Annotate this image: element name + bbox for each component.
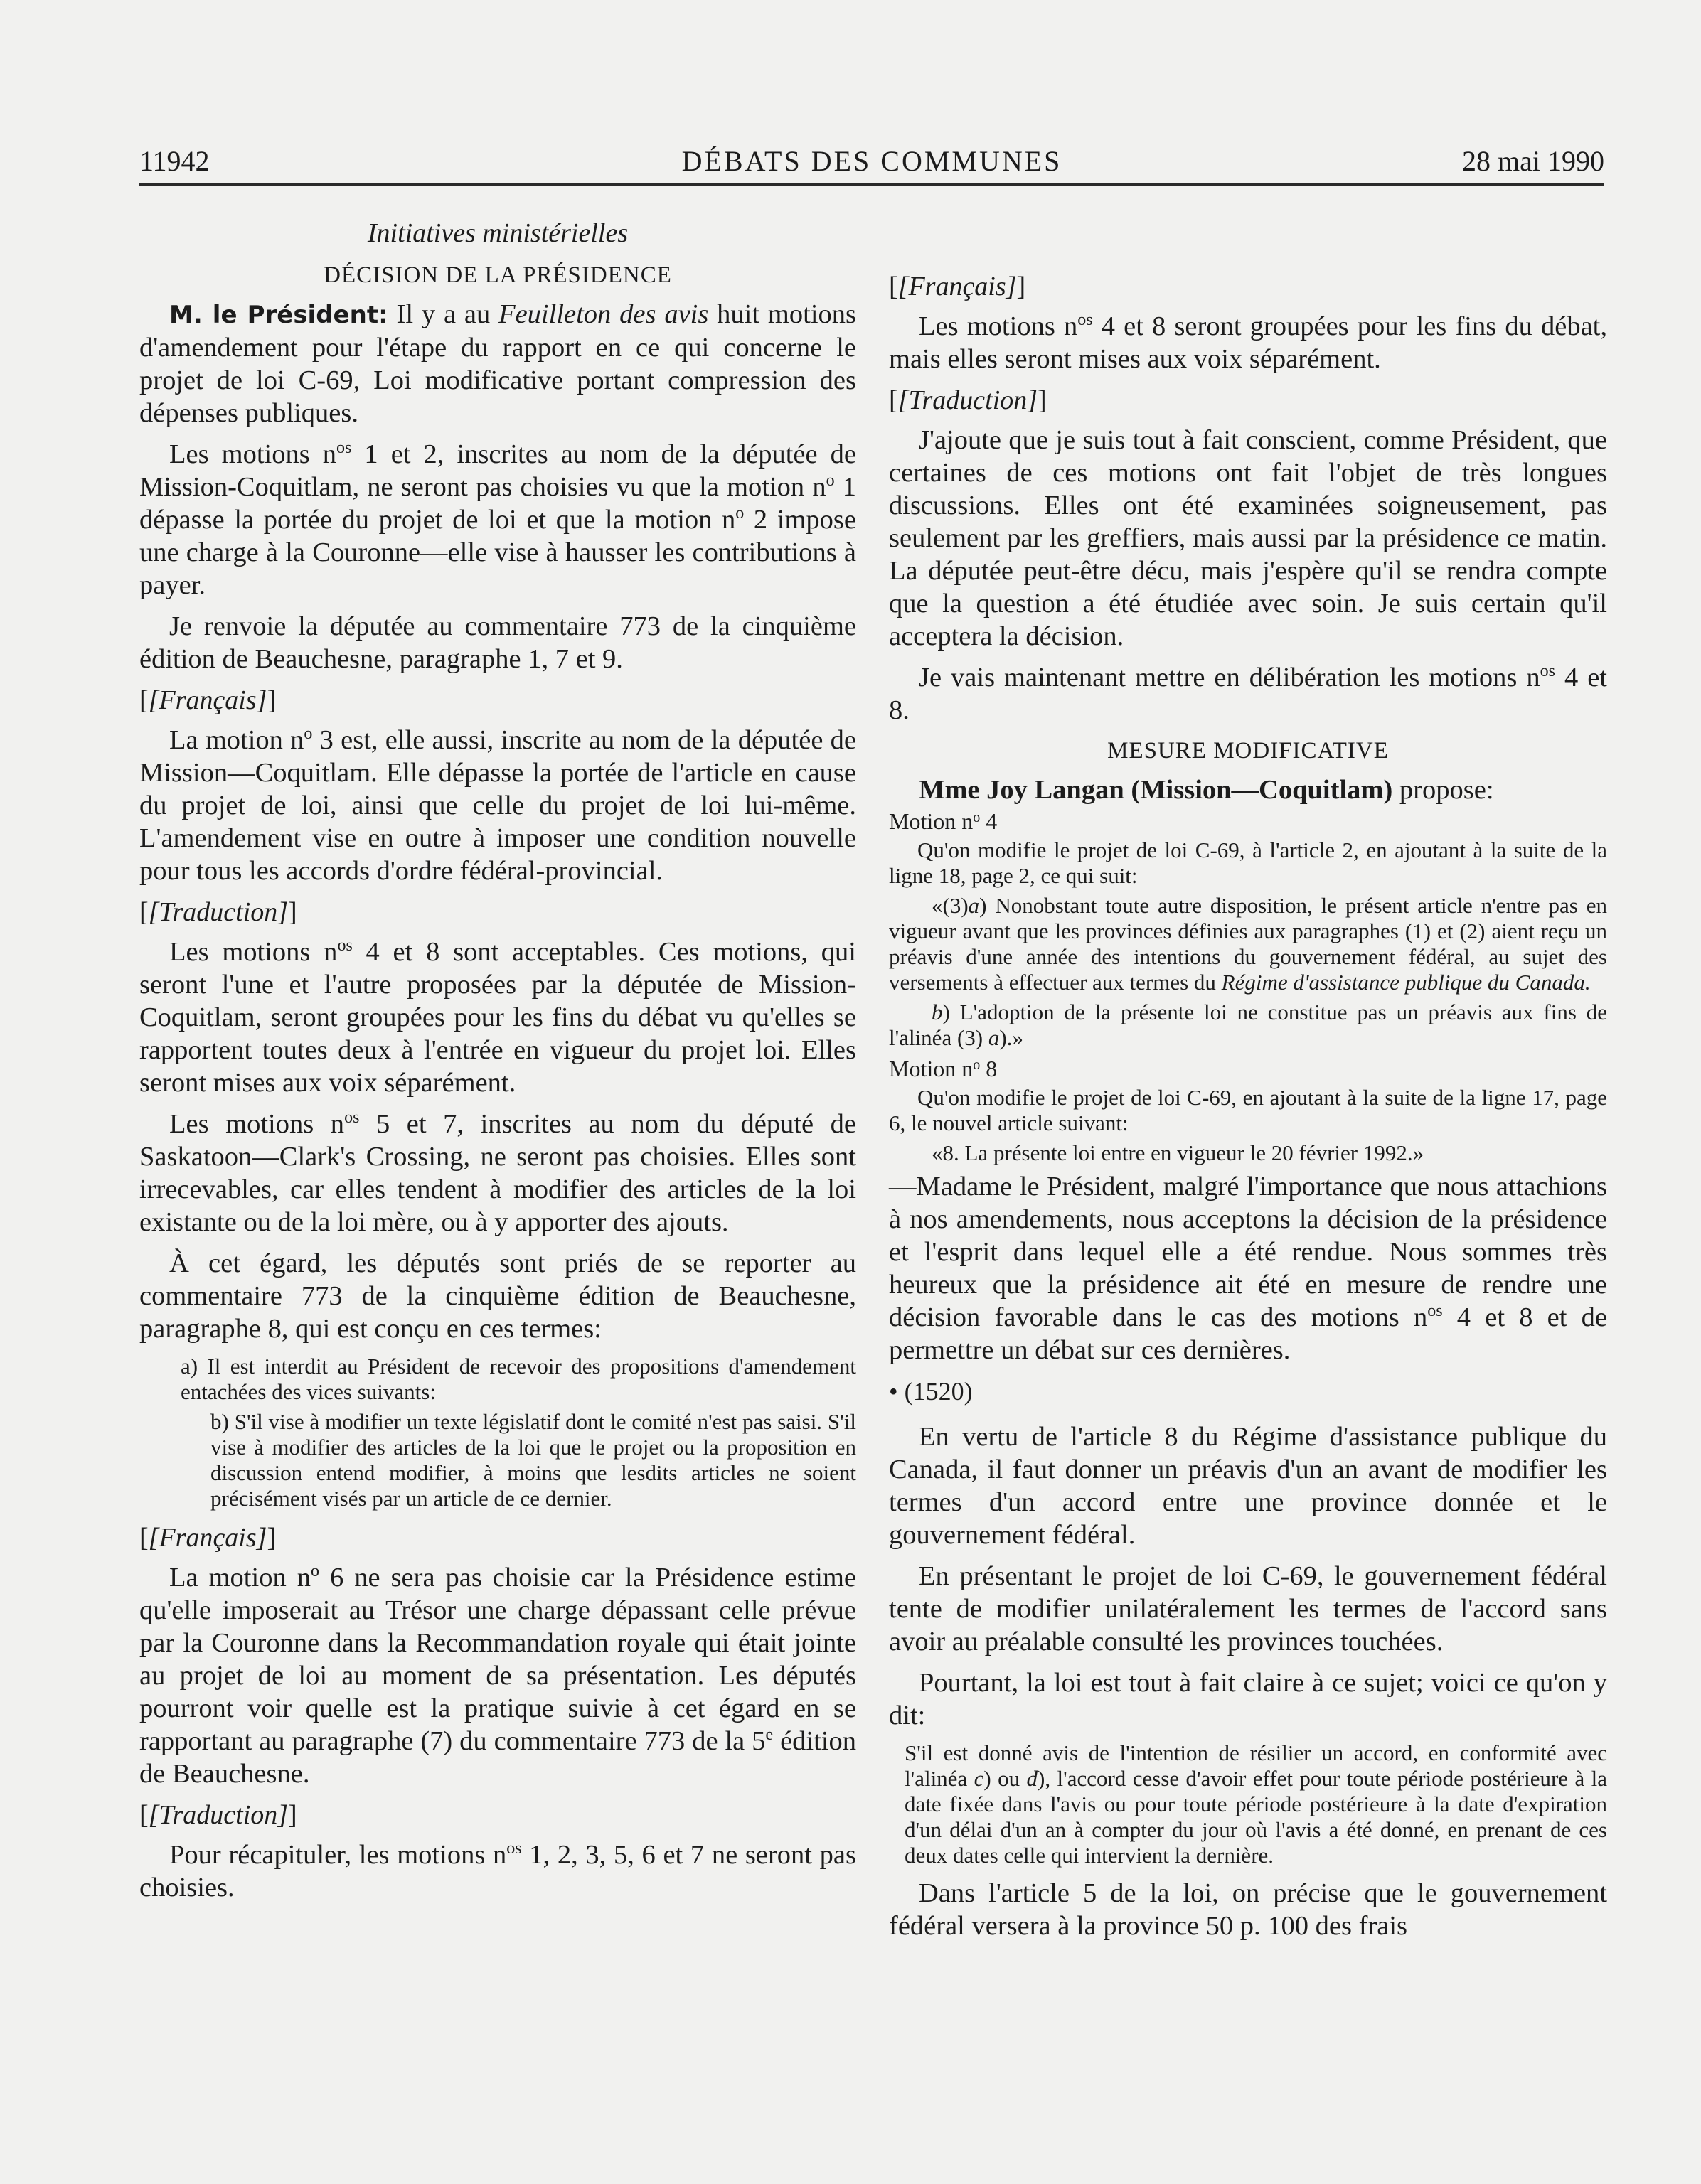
motion-quotation: b) L'adoption de la présente loi ne constitue pas un préavis aux fins de l'alinéa (3) a).»: [889, 1000, 1607, 1050]
paragraph: Les motions $n^{os}$ 5 et 7, inscrites au nom du député de Saskatoon—Clark's Crossing, ne seront pas choisies. Elles sont irrecevables, car elles tendent à modifier des articles de la loi existante ou de la loi mère, ou à y apporter des ajouts.: [139, 1108, 856, 1237]
motion-label: Motion $n^o$ 8: [889, 1056, 998, 1081]
paragraph: La motion $n^o$ 3 est, elle aussi, inscrite au nom de la députée de Mission—Coquitlam. Elle dépasse la portée de l'article en cause du projet de loi, ainsi que celle du projet de loi lui-même. L'amendement vise en outre à imposer une condition nouvelle pour tous les accords d'ordre fédéral-provincial.: [139, 724, 856, 886]
language-marker: [[Français]]: [139, 1523, 277, 1553]
language-marker: [[Traduction]]: [139, 1800, 297, 1830]
paragraph: En vertu de l'article 8 du Régime d'assistance publique du Canada, il faut donner un préavis d'un an avant de modifier les termes d'un accord entre une province donnée et le gouvernement fédéral.: [889, 1422, 1607, 1550]
paragraph: Dans l'article 5 de la loi, on précise que le gouvernement fédéral versera à la province 50 p. 100 des frais: [889, 1878, 1607, 1941]
paragraph: La motion $n^o$ 6 ne sera pas choisie car la Présidence estime qu'elle imposerait au Trésor une charge dépassant celle prévue par la Couronne dans la Recommandation royale qui était jointe au projet de loi au moment de sa présentation. Les députés pourront voir quelle est la pratique suivie à cet égard en se rapportant au paragraphe (7) du commentaire 773 de la 5e édition de Beauchesne.: [139, 1562, 856, 1789]
section-heading: DÉCISION DE LA PRÉSIDENCE: [324, 262, 672, 288]
mover-line: Mme Joy Langan (Mission—Coquitlam) propose:: [919, 775, 1494, 805]
paragraph: Je renvoie la députée au commentaire 773 de la cinquième édition de Beauchesne, paragraphe 1, 7 et 9.: [139, 611, 856, 674]
section-heading: MESURE MODIFICATIVE: [1107, 738, 1389, 764]
paragraph: Les motions $n^{os}$ 4 et 8 sont acceptables. Ces motions, qui seront l'une et l'autre proposées par la députée de Mission-Coquitlam, seront groupées pour les fins du débat vu qu'elles se rapportent toutes deux à l'entrée en vigueur du projet loi. Elles seront mises aux voix séparément.: [139, 936, 856, 1098]
timestamp: • (1520): [889, 1377, 973, 1406]
paragraph: Les motions $n^{os}$ 4 et 8 seront groupées pour les fins du débat, mais elles seront mises aux voix séparément.: [889, 311, 1607, 374]
paragraph: —Madame le Président, malgré l'importance que nous attachions à nos amendements, nous acceptons la décision de la présidence et l'esprit dans lequel elle a été rendue. Nous sommes très heureux que la présidence ait été en mesure de rendre une décision favorable dans le cas des motions $n^{os}$ 4 et 8 et de permettre un débat sur ces dernières.: [889, 1172, 1607, 1365]
quotation: b) S'il vise à modifier un texte législatif dont le comité n'est pas saisi. S'il vise à modifier des articles de la loi que le projet ou la proposition en discussion entend modifier, à moins que lesdits articles ne soient précisément visés par un article de ce dernier.: [210, 1409, 856, 1511]
language-marker: [[Français]]: [889, 272, 1026, 301]
left-column: [139, 217, 856, 1912]
paragraph: À cet égard, les députés sont priés de se reporter au commentaire 773 de la cinquième édition de Beauchesne, paragraphe 8, qui est conçu en ces termes:: [139, 1248, 856, 1344]
motion-label: Motion $n^o$ 4: [889, 808, 998, 834]
quotation: S'il est donné avis de l'intention de résilier un accord, en conformité avec l'alinéa c) ou d), l'accord cesse d'avoir effet pour toute période postérieure à la date fixée dans l'avis ou pour toute période postérieure à la date d'expiration d'un délai d'un an à compter du jour où l'avis a été donné, en prenant de ces deux dates celle qui intervient la dernière.: [905, 1740, 1608, 1868]
motion-quotation: «8. La présente loi entre en vigueur le 20 février 1992.»: [932, 1140, 1424, 1165]
quotation: a) Il est interdit au Président de recevoir des propositions d'amendement entachées des vices suivants:: [181, 1354, 856, 1404]
publication-date: 28 mai 1990: [1462, 145, 1604, 177]
paragraph: Les motions $n^{os}$ 1 et 2, inscrites au nom de la députée de Mission-Coquitlam, ne seront pas choisies vu que la motion $n^o$ 1 dépasse la portée du projet de loi et que la motion $n^o$ 2 impose une charge à la Couronne—elle vise à hausser les contributions à payer.: [139, 439, 856, 600]
page-number: 11942: [139, 145, 210, 177]
language-marker: [[Traduction]]: [139, 897, 297, 927]
paragraph: M. le Président: Il y a au Feuilleton des avis huit motions d'amendement pour l'étape du rapport en ce qui concerne le projet de loi C-69, Loi modificative portant compression des dépenses publiques.: [139, 299, 856, 428]
paragraph: En présentant le projet de loi C-69, le gouvernement fédéral tente de modifier unilatéralement les termes de l'accord sans avoir au préalable consulté les provinces touchées.: [889, 1561, 1607, 1656]
motion-text: Qu'on modifie le projet de loi C-69, en ajoutant à la suite de la ligne 17, page 6, le nouvel article suivant:: [889, 1085, 1607, 1135]
motion-quotation: «(3)a) Nonobstant toute autre disposition, le présent article n'entre pas en vigueur avant que les provinces définies aux paragraphes (1) et (2) aient reçu un préavis d'une année des intentions du gouvernement fédéral, au sujet des versements à effectuer aux termes du Régime d'assistance publique du Canada.: [889, 893, 1607, 995]
section-title: Initiatives ministérielles: [367, 218, 629, 248]
page-header: [139, 139, 1604, 186]
paragraph: Je vais maintenant mettre en délibération les motions $n^{os}$ 4 et 8.: [889, 662, 1607, 725]
paragraph: Pour récapituler, les motions $n^{os}$ 1, 2, 3, 5, 6 et 7 ne seront pas choisies.: [139, 1839, 856, 1902]
speaker-name: M. le Président:: [169, 301, 388, 329]
right-column: [889, 270, 1607, 1951]
paragraph: Pourtant, la loi est tout à fait claire à ce sujet; voici ce qu'on y dit:: [889, 1668, 1607, 1730]
motion-text: Qu'on modifie le projet de loi C-69, à l'article 2, en ajoutant à la suite de la ligne 18, page 2, ce qui suit:: [889, 837, 1607, 888]
language-marker: [[Français]]: [139, 685, 277, 715]
publication-title: DÉBATS DES COMMUNES: [681, 145, 1062, 177]
paragraph: J'ajoute que je suis tout à fait conscient, comme Président, que certaines de ces motions ont fait l'objet de très longues discussions. Elles ont été examinées soigneusement, pas seulement par les greffiers, mais aussi par la présidence ce matin. La députée peut-être décu, mais j'espère qu'il se rendra compte que la question a été étudiée avec soin. Je suis certain qu'il acceptera la décision.: [889, 425, 1607, 651]
language-marker: [[Traduction]]: [889, 385, 1047, 415]
